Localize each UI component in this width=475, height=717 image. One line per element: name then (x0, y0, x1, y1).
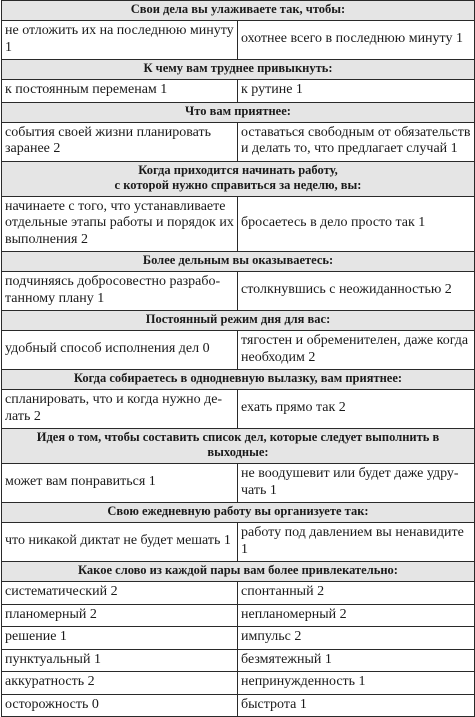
answer-option-a: планомерный 2 (2, 604, 238, 627)
section-header-row (2, 252, 475, 272)
answer-row (2, 272, 475, 311)
answer-option-a: пунктуальный 1 (2, 649, 238, 672)
answer-option-a: систематический 2 (2, 582, 238, 605)
answer-option-a: подчиняясь добросовестно разрабо-танному плану 1 (2, 272, 238, 311)
section-header-row (2, 429, 475, 464)
answer-option-b: охотнее всего в последнюю минуту 1 (238, 21, 475, 60)
section-header-row (2, 102, 475, 122)
answer-row (2, 649, 475, 672)
section-question (2, 161, 475, 196)
question-text-line: с которой нужно справиться за неделю, вы: (114, 177, 362, 192)
answer-row (2, 331, 475, 370)
answer-row (2, 627, 475, 650)
section-question (2, 429, 475, 464)
question-text-line: Свои дела вы улаживаете так, чтобы: (130, 2, 346, 16)
section-question (2, 503, 475, 523)
question-text-line: К чему вам труднее привыкнуть: (143, 61, 333, 75)
answer-option-a: аккуратность 2 (2, 672, 238, 695)
answer-option-b: к рутине 1 (238, 80, 475, 103)
answer-option-a: начинаете с того, что устанавливаете отдельные этапы работы и порядок их выполнения 2 (2, 196, 238, 252)
answer-option-b: не воодушевит или будет даже удру-чать 1 (238, 464, 475, 503)
answer-option-b: ехать прямо так 2 (238, 390, 475, 429)
question-text-line: Свою ежедневную работу вы организуете так: (107, 504, 369, 518)
section-header-row (2, 60, 475, 80)
section-question (2, 562, 475, 582)
answer-row (2, 122, 475, 161)
answer-option-b: быстрота 1 (238, 694, 475, 717)
section-question (2, 1, 475, 21)
answer-option-b: оставаться свободным от обязательств и делать то, что предлагает случай 1 (238, 122, 475, 161)
question-text-line: Когда приходится начинать работу, (138, 162, 338, 177)
answer-option-a: не отложить их на последнюю минуту 1 (2, 21, 238, 60)
answer-row (2, 604, 475, 627)
section-question (2, 370, 475, 390)
question-text-line: Когда собираетесь в однодневную вылазку, вам приятнее: (73, 371, 403, 385)
answer-option-a: осторожность 0 (2, 694, 238, 717)
answer-option-b: столкнувшись с неожиданностью 2 (238, 272, 475, 311)
answer-option-b: импульс 2 (238, 627, 475, 650)
section-header-row (2, 370, 475, 390)
answer-option-a: решение 1 (2, 627, 238, 650)
section-header-row (2, 1, 475, 21)
answer-row (2, 672, 475, 695)
section-header-row (2, 503, 475, 523)
section-header-row (2, 311, 475, 331)
question-text-line: Что вам приятнее: (185, 103, 291, 118)
section-question (2, 311, 475, 331)
section-header-row (2, 161, 475, 196)
answer-option-a: может вам понравиться 1 (2, 464, 238, 503)
answer-option-b: работу под давлением вы ненавидите 1 (238, 523, 475, 562)
questionnaire-table (1, 0, 475, 717)
answer-option-b: бросаетесь в дело просто так 1 (238, 196, 475, 252)
answer-option-a: что никакой диктат не будет мешать 1 (2, 523, 238, 562)
answer-option-b: спонтанный 2 (238, 582, 475, 605)
answer-option-b: непринужденность 1 (238, 672, 475, 695)
answer-row (2, 196, 475, 252)
answer-option-a: события своей жизни планировать заранее 2 (2, 122, 238, 161)
question-text-line: Более дельным вы оказываетесь: (142, 253, 334, 267)
answer-option-a: спланировать, что и когда нужно де-лать 2 (2, 390, 238, 429)
answer-row (2, 390, 475, 429)
section-question (2, 252, 475, 272)
question-text-line: Идея о том, чтобы составить список дел, которые следует выполнить в выходные: (36, 430, 440, 459)
answer-option-b: непланомерный 2 (238, 604, 475, 627)
questionnaire-body (2, 1, 475, 717)
answer-option-b: безмятежный 1 (238, 649, 475, 672)
answer-row (2, 694, 475, 717)
answer-row (2, 80, 475, 103)
question-text-line: Постоянный режим дня для вас: (145, 312, 331, 326)
answer-row (2, 464, 475, 503)
section-question (2, 60, 475, 80)
answer-option-a: к постоянным переменам 1 (2, 80, 238, 103)
answer-option-b: тягостен и обременителен, даже когда необходим 2 (238, 331, 475, 370)
section-header-row (2, 562, 475, 582)
answer-row (2, 582, 475, 605)
question-text-line: Какое слово из каждой пары вам более привлекательно: (78, 563, 398, 577)
answer-option-a: удобный способ исполнения дел 0 (2, 331, 238, 370)
section-question (2, 102, 475, 122)
answer-row (2, 523, 475, 562)
answer-row (2, 21, 475, 60)
